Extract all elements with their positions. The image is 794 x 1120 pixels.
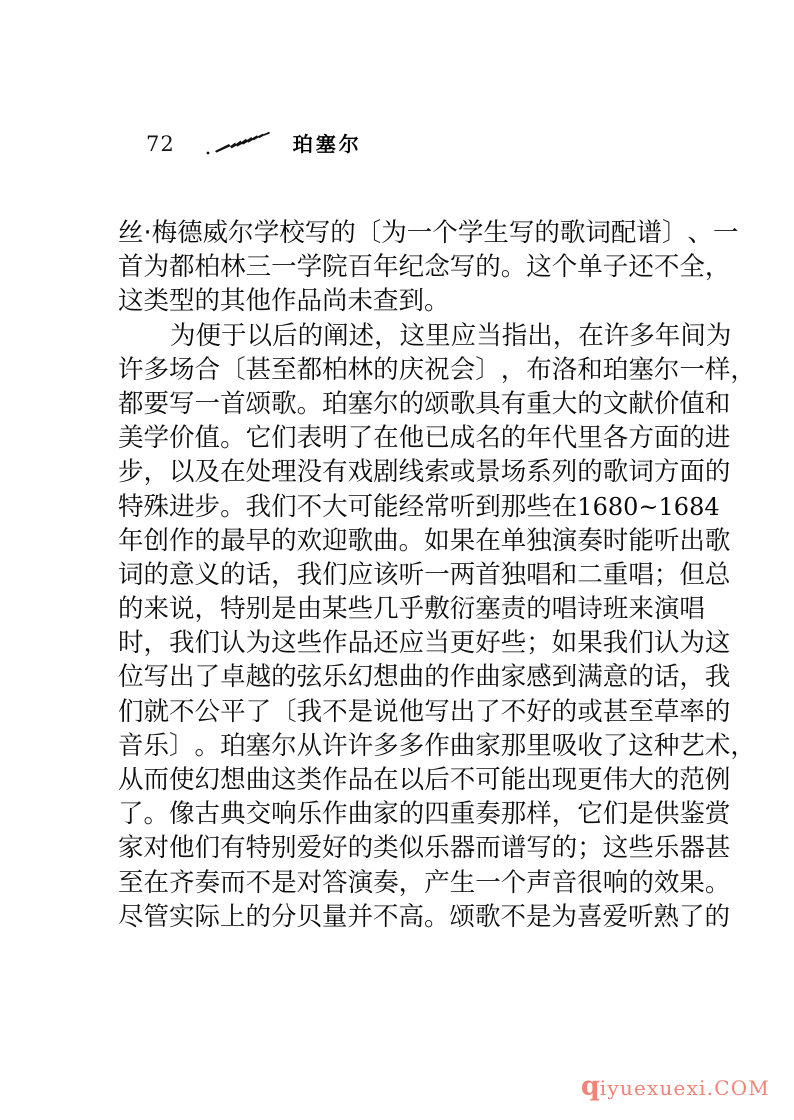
text-line: 家 对 他 们 有 特 别 爱 好 的 类 似 乐 器 而 谱 写 的 ； 这 些 乐 器 甚 [118,833,731,864]
text-line: 时 ， 我 们 认 为 这 些 作 品 还 应 当 更 好 些 ； 如 果 我 们 认 为 这 [118,628,731,659]
body-text [118,216,756,934]
text-line: 尽管实际上的分贝量并不高。颂歌不是为喜爱听熟了的 [118,901,731,932]
watermark-initial: q [580,1071,600,1102]
text-line: 年 创 作 的 最 早 的 欢 迎 歌 曲 。 如 果 在 单 独 演 奏 时 能 听 出 歌 [118,525,731,556]
text-line: 美 学 价 值 。 它 们 表 明 了 在 他 已 成 名 的 年 代 里 各 方 面 的 进 [118,423,731,454]
paragraph [118,216,739,319]
calligraphic-flourish-icon [205,131,271,157]
text-line: 们 就 不 公 平 了 〔 我 不 是 说 他 写 出 了 不 好 的 或 甚 至 草 率 的 [118,696,731,727]
watermark-text: iyuexuexi.COM [599,1076,770,1100]
text-line: 为 便 于 以 后 的 阐 述 ， 这 里 应 当 指 出 ， 在 许 多 年 间 为 [170,320,732,351]
text-line: 音 乐 〕 。 珀 塞 尔 从 许 许 多 多 作 曲 家 那 里 吸 收 了 这 种 艺 术 ， [118,730,756,761]
text-line: 位 写 出 了 卓 越 的 弦 乐 幻 想 曲 的 作 曲 家 感 到 满 意 的 话 ， 我 [118,662,731,693]
text-line: 词 的 意 义 的 话 ， 我 们 应 该 听 一 两 首 独 唱 和 二 重 唱 ； 但 总 [118,559,731,590]
text-line: 许 多 场 合 〔 甚 至 都 柏 林 的 庆 祝 会 〕 ， 布 洛 和 珀 塞 尔 一 样 ， [118,354,756,385]
text-line: 都 要 写 一 首 颂 歌 。 珀 塞 尔 的 颂 歌 具 有 重 大 的 文 献 价 值 和 [118,388,731,419]
text-line: 这类型的其他作品尚未查到。 [118,286,450,317]
text-line: 首 为 都 柏 林 三 一 学 院 百 年 纪 念 写 的 。 这 个 单 子 还 不 全 ， [118,252,731,283]
page-number: 72 [146,131,175,156]
text-line: 步 ， 以 及 在 处 理 没 有 戏 剧 线 索 或 景 场 系 列 的 歌 词 方 面 的 [118,457,731,488]
text-line: 了 。 像 古 典 交 响 乐 作 曲 家 的 四 重 奏 那 样 ， 它 们 是 供 鉴 赏 [118,799,731,830]
paragraph [118,319,756,934]
site-watermark [581,1073,770,1100]
text-line: 丝 · 梅 德 威 尔 学 校 写 的 〔 为 一 个 学 生 写 的 歌 词 配 谱 〕 、 一 [118,218,739,248]
running-head [118,126,684,162]
text-line: 的 来 说 ， 特 别 是 由 某 些 几 乎 敷 衍 塞 责 的 唱 诗 班 来 演 唱 [118,594,705,625]
text-line: 特 殊 进 步 。 我 们 不 大 可 能 经 常 听 到 那 些 在 1 6 8 0 ~ 1 6 8 4 [118,491,720,522]
text-line: 至 在 齐 奏 而 不 是 对 答 演 奏 ， 产 生 一 个 声 音 很 响 的 效 果 。 [118,867,731,898]
text-line: 从 而 使 幻 想 曲 这 类 作 品 在 以 后 不 可 能 出 现 更 伟 大 的 范 例 [118,765,731,795]
running-head-title: 珀塞尔 [292,132,362,156]
